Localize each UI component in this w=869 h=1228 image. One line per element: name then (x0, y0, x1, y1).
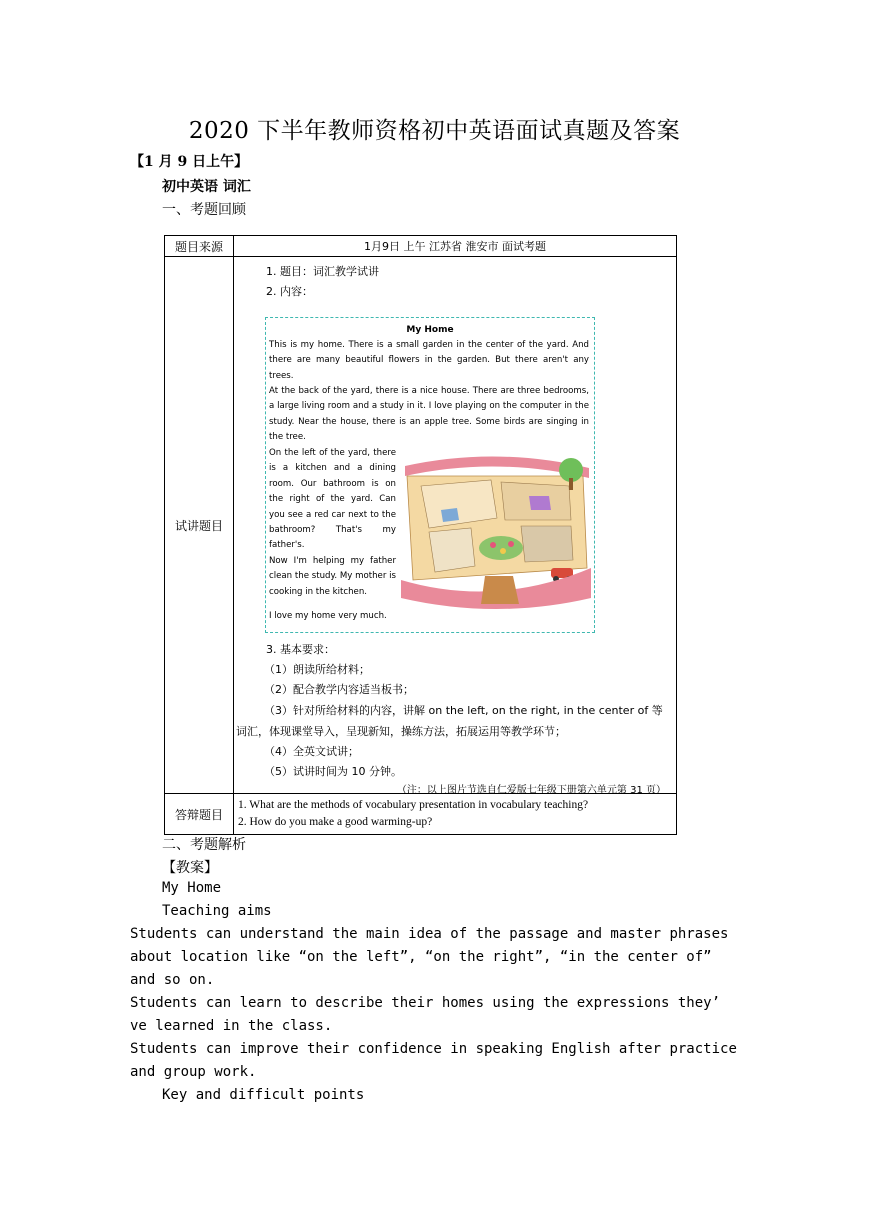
aim-2-line-1: Students can learn to describe their homes using the expressions they’ (130, 995, 721, 1011)
requirement-5: （5）试讲时间为 10 分钟。 (264, 765, 402, 778)
aim-1-line-2: about location like “on the left”, “on the right”, “in the center of” (130, 949, 712, 965)
defense-question-1: 1. What are the methods of vocabulary presentation in vocabulary teaching? (238, 799, 589, 811)
item-topic: 1. 题目：词汇教学试讲 (266, 265, 379, 278)
section-two-heading: 二、考题解析 (162, 837, 246, 853)
house-illustration (401, 448, 592, 618)
source-note: （注：以上图片节选自仁爱版七年级下册第六单元第 31 页） (396, 785, 666, 796)
item-content: 2. 内容： (266, 285, 313, 298)
subject-heading: 初中英语 词汇 (162, 179, 251, 195)
item-requirements: 3. 基本要求： (266, 643, 335, 656)
source-label: 题目来源 (165, 236, 234, 257)
requirement-3-line-1: （3）针对所给材料的内容，讲解 on the left, on the right, in the center of 等 (264, 704, 663, 717)
aim-1-line-1: Students can understand the main idea of the passage and master phrases (130, 926, 729, 942)
passage-paragraph-1: This is my home. There is a small garden in the center of the yard. And there are many beautiful flowers in the garden. But there aren't any trees. (269, 340, 589, 381)
requirement-2: （2）配合教学内容适当板书； (264, 683, 414, 696)
passage-paragraph-5: I love my home very much. (269, 611, 387, 621)
teaching-aims-heading: Teaching aims (162, 903, 272, 919)
aim-3-line-1: Students can improve their confidence in speaking English after practice (130, 1041, 737, 1057)
aim-3-line-2: and group work. (130, 1064, 257, 1080)
aim-1-line-3: and so on. (130, 972, 215, 988)
requirement-3-line-2: 词汇，体现课堂导入，呈现新知，操练方法，拓展运用等教学环节； (236, 725, 566, 738)
question-table (164, 235, 677, 835)
document-title: 2020 下半年教师资格初中英语面试真题及答案 (188, 118, 681, 144)
reading-passage (265, 317, 595, 633)
key-points-heading: Key and difficult points (162, 1087, 365, 1103)
defense-question-2: 2. How do you make a good warming-up? (238, 816, 433, 828)
lecture-topic-label: 试讲题目 (165, 257, 234, 794)
defense-questions (234, 794, 677, 835)
passage-paragraph-4: Now I'm helping my father clean the study. My mother is cooking in the kitchen. (269, 556, 396, 597)
lesson-title: My Home (162, 880, 222, 896)
section-one-heading: 一、考题回顾 (162, 202, 246, 218)
passage-title: My Home (406, 325, 454, 335)
lesson-plan-tag: 【教案】 (162, 860, 218, 876)
passage-paragraph-3: On the left of the yard, there is a kitchen and a dining room. Our bathroom is on the right of the yard. Can you see a red car next to the bathroom? That's my father's. (269, 448, 396, 551)
date-tag: 【1 月 9 日上午】 (130, 154, 249, 170)
aim-2-line-2: ve learned in the class. (130, 1018, 333, 1034)
passage-paragraph-2: At the back of the yard, there is a nice house. There are three bedrooms, a large living room and a study in it. I love playing on the computer in the study. Near the house, there is an apple tree. Some birds are singing in the tree. (269, 386, 589, 443)
lecture-topic-cell (234, 257, 677, 794)
source-value: 1月9日 上午 江苏省 淮安市 面试考题 (234, 236, 677, 257)
defense-label: 答辩题目 (165, 794, 234, 835)
requirement-4: （4）全英文试讲； (264, 745, 359, 758)
requirement-1: （1）朗读所给材料； (264, 663, 370, 676)
